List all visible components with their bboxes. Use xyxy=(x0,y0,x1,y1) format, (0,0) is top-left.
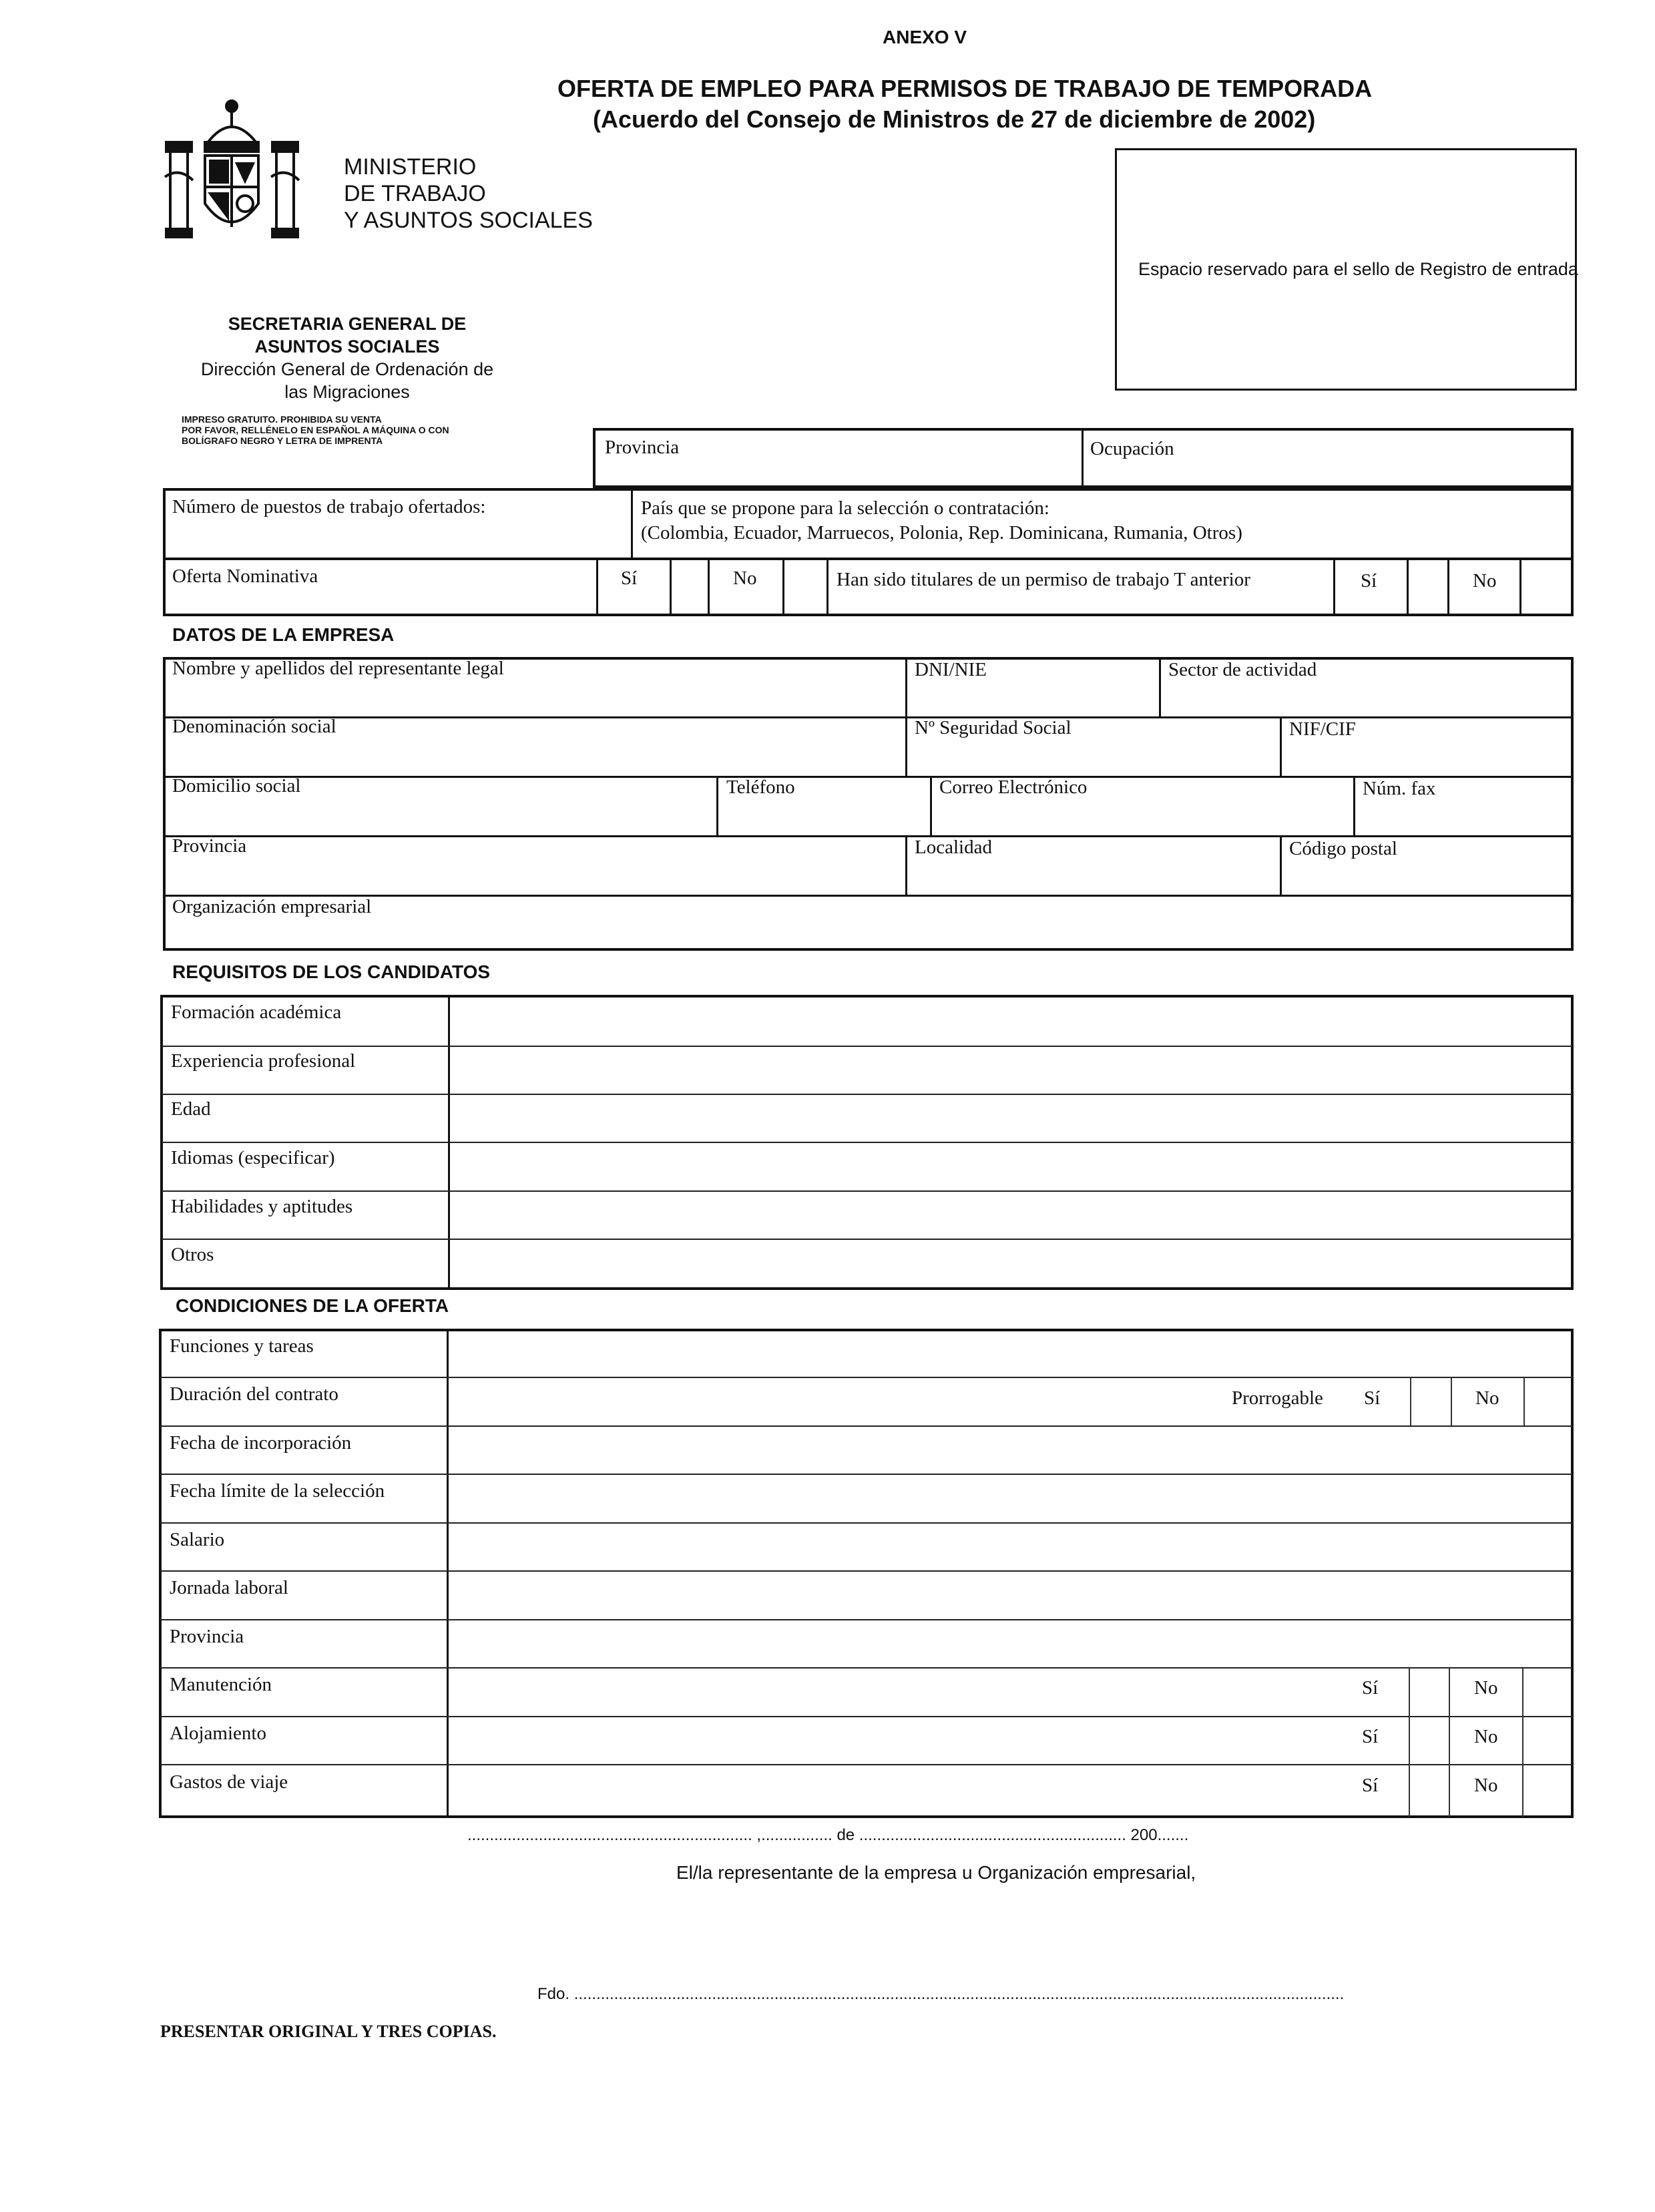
cond-incorporacion[interactable]: Fecha de incorporación xyxy=(170,1432,352,1454)
alojamiento-si-label: Sí xyxy=(1362,1726,1379,1747)
titulares-no-checkbox[interactable] xyxy=(1521,560,1571,614)
correo-field[interactable]: Correo Electrónico xyxy=(939,777,1088,798)
req-otros[interactable]: Otros xyxy=(171,1244,214,1265)
print-notice: IMPRESO GRATUITO. PROHIBIDA SU VENTA POR FAVOR, RELLÉNELO EN ESPAÑOL A MÁQUINA O CON BOLÍGRAFO NEGRO Y LETRA DE IMPRENTA xyxy=(182,414,449,446)
cond-fecha-limite[interactable]: Fecha límite de la selección xyxy=(170,1480,385,1502)
organizacion-field[interactable]: Organización empresarial xyxy=(172,896,372,917)
prorrogable-no-label: No xyxy=(1475,1387,1499,1409)
cond-funciones[interactable]: Funciones y tareas xyxy=(170,1335,314,1357)
nif-field[interactable]: NIF/CIF xyxy=(1289,718,1356,740)
cond-alojamiento: Alojamiento xyxy=(170,1723,266,1744)
fax-field[interactable]: Núm. fax xyxy=(1363,778,1436,799)
alojamiento-no-label: No xyxy=(1474,1726,1498,1747)
req-formacion[interactable]: Formación académica xyxy=(171,1002,342,1023)
nominativa-no-label: No xyxy=(733,568,757,589)
req-idiomas[interactable]: Idiomas (especificar) xyxy=(171,1147,335,1168)
secretariat: SECRETARIA GENERAL DE ASUNTOS SOCIALES Dirección General de Ordenación de las Migraciones xyxy=(200,314,494,402)
pais-line1[interactable]: País que se propone para la selección o contratación: xyxy=(641,497,1049,519)
empresa-box xyxy=(163,657,1574,951)
titulares-si-label: Sí xyxy=(1361,570,1377,592)
annex-label: ANEXO V xyxy=(883,27,967,47)
coat-of-arms-logo xyxy=(164,97,300,244)
gastos-si-checkbox[interactable] xyxy=(1410,1766,1449,1815)
signature-line[interactable]: Fdo. ............................................................................................................................................................................. xyxy=(537,1985,1345,2003)
titulares-label: Han sido titulares de un permiso de trabajo T anterior xyxy=(837,569,1250,590)
titulares-si-checkbox[interactable] xyxy=(1409,560,1447,614)
cond-salario[interactable]: Salario xyxy=(170,1529,225,1550)
codigo-postal-field[interactable]: Código postal xyxy=(1289,838,1397,859)
stamp-box-label: Espacio reservado para el sello de Registro de entrada xyxy=(1138,259,1578,279)
alojamiento-no-checkbox[interactable] xyxy=(1523,1717,1572,1764)
req-edad[interactable]: Edad xyxy=(171,1098,211,1120)
manutencion-no-checkbox[interactable] xyxy=(1523,1669,1572,1715)
dni-field[interactable]: DNI/NIE xyxy=(915,659,987,680)
titulares-no-label: No xyxy=(1473,570,1497,592)
prorrogable-si-label: Sí xyxy=(1364,1387,1381,1409)
form-subtitle: (Acuerdo del Consejo de Ministros de 27 de diciembre de 2002) xyxy=(593,105,1316,133)
gastos-no-checkbox[interactable] xyxy=(1523,1766,1572,1815)
cond-manutencion: Manutención xyxy=(170,1674,272,1695)
cond-duracion[interactable]: Duración del contrato xyxy=(170,1383,338,1405)
manutencion-no-label: No xyxy=(1474,1677,1498,1699)
date-line[interactable]: ................................................................ ,................ de ............................................................ 200....... xyxy=(467,1826,1189,1844)
req-habilidades[interactable]: Habilidades y aptitudes xyxy=(171,1196,353,1217)
condiciones-heading: CONDICIONES DE LA OFERTA xyxy=(176,1295,449,1316)
nominativa-no-checkbox[interactable] xyxy=(784,560,826,614)
prorrogable-no-checkbox[interactable] xyxy=(1525,1378,1572,1425)
alojamiento-si-checkbox[interactable] xyxy=(1410,1717,1449,1764)
cond-gastos-viaje: Gastos de viaje xyxy=(170,1771,288,1793)
cond-jornada[interactable]: Jornada laboral xyxy=(170,1577,288,1598)
telefono-field[interactable]: Teléfono xyxy=(726,777,795,798)
gastos-no-label: No xyxy=(1474,1775,1498,1796)
provincia-field[interactable]: Provincia xyxy=(605,437,680,458)
manutencion-si-label: Sí xyxy=(1362,1677,1379,1699)
sector-field[interactable]: Sector de actividad xyxy=(1168,659,1317,680)
localidad-field[interactable]: Localidad xyxy=(915,837,992,858)
gastos-si-label: Sí xyxy=(1362,1775,1379,1796)
empresa-heading: DATOS DE LA EMPRESA xyxy=(172,624,395,645)
representante-field[interactable]: Nombre y apellidos del representante legal xyxy=(172,658,504,679)
seguridad-social-field[interactable]: Nº Seguridad Social xyxy=(915,717,1072,738)
manutencion-si-checkbox[interactable] xyxy=(1410,1669,1449,1715)
cond-provincia[interactable]: Provincia xyxy=(170,1626,244,1647)
num-puestos-field[interactable]: Número de puestos de trabajo ofertados: xyxy=(172,496,486,517)
empresa-provincia-field[interactable]: Provincia xyxy=(172,835,247,857)
domicilio-field[interactable]: Domicilio social xyxy=(172,775,301,797)
ocupacion-field[interactable]: Ocupación xyxy=(1090,438,1174,459)
prorrogable-label: Prorrogable xyxy=(1232,1387,1323,1409)
oferta-nominativa-label: Oferta Nominativa xyxy=(172,566,318,587)
denominacion-field[interactable]: Denominación social xyxy=(172,716,336,737)
representative-label: El/la representante de la empresa u Organización empresarial, xyxy=(676,1862,1196,1883)
pais-line2: (Colombia, Ecuador, Marruecos, Polonia, Rep. Dominicana, Rumania, Otros) xyxy=(641,522,1242,543)
nominativa-si-label: Sí xyxy=(621,568,638,589)
nominativa-si-checkbox[interactable] xyxy=(672,560,708,614)
form-title: OFERTA DE EMPLEO PARA PERMISOS DE TRABAJO DE TEMPORADA xyxy=(557,75,1373,102)
prorrogable-si-checkbox[interactable] xyxy=(1411,1378,1451,1425)
requisitos-heading: REQUISITOS DE LOS CANDIDATOS xyxy=(172,961,491,982)
req-experiencia[interactable]: Experiencia profesional xyxy=(171,1050,356,1072)
ministry-name: MINISTERIO DE TRABAJO Y ASUNTOS SOCIALES xyxy=(344,154,593,233)
copies-note: PRESENTAR ORIGINAL Y TRES COPIAS. xyxy=(160,2022,497,2041)
